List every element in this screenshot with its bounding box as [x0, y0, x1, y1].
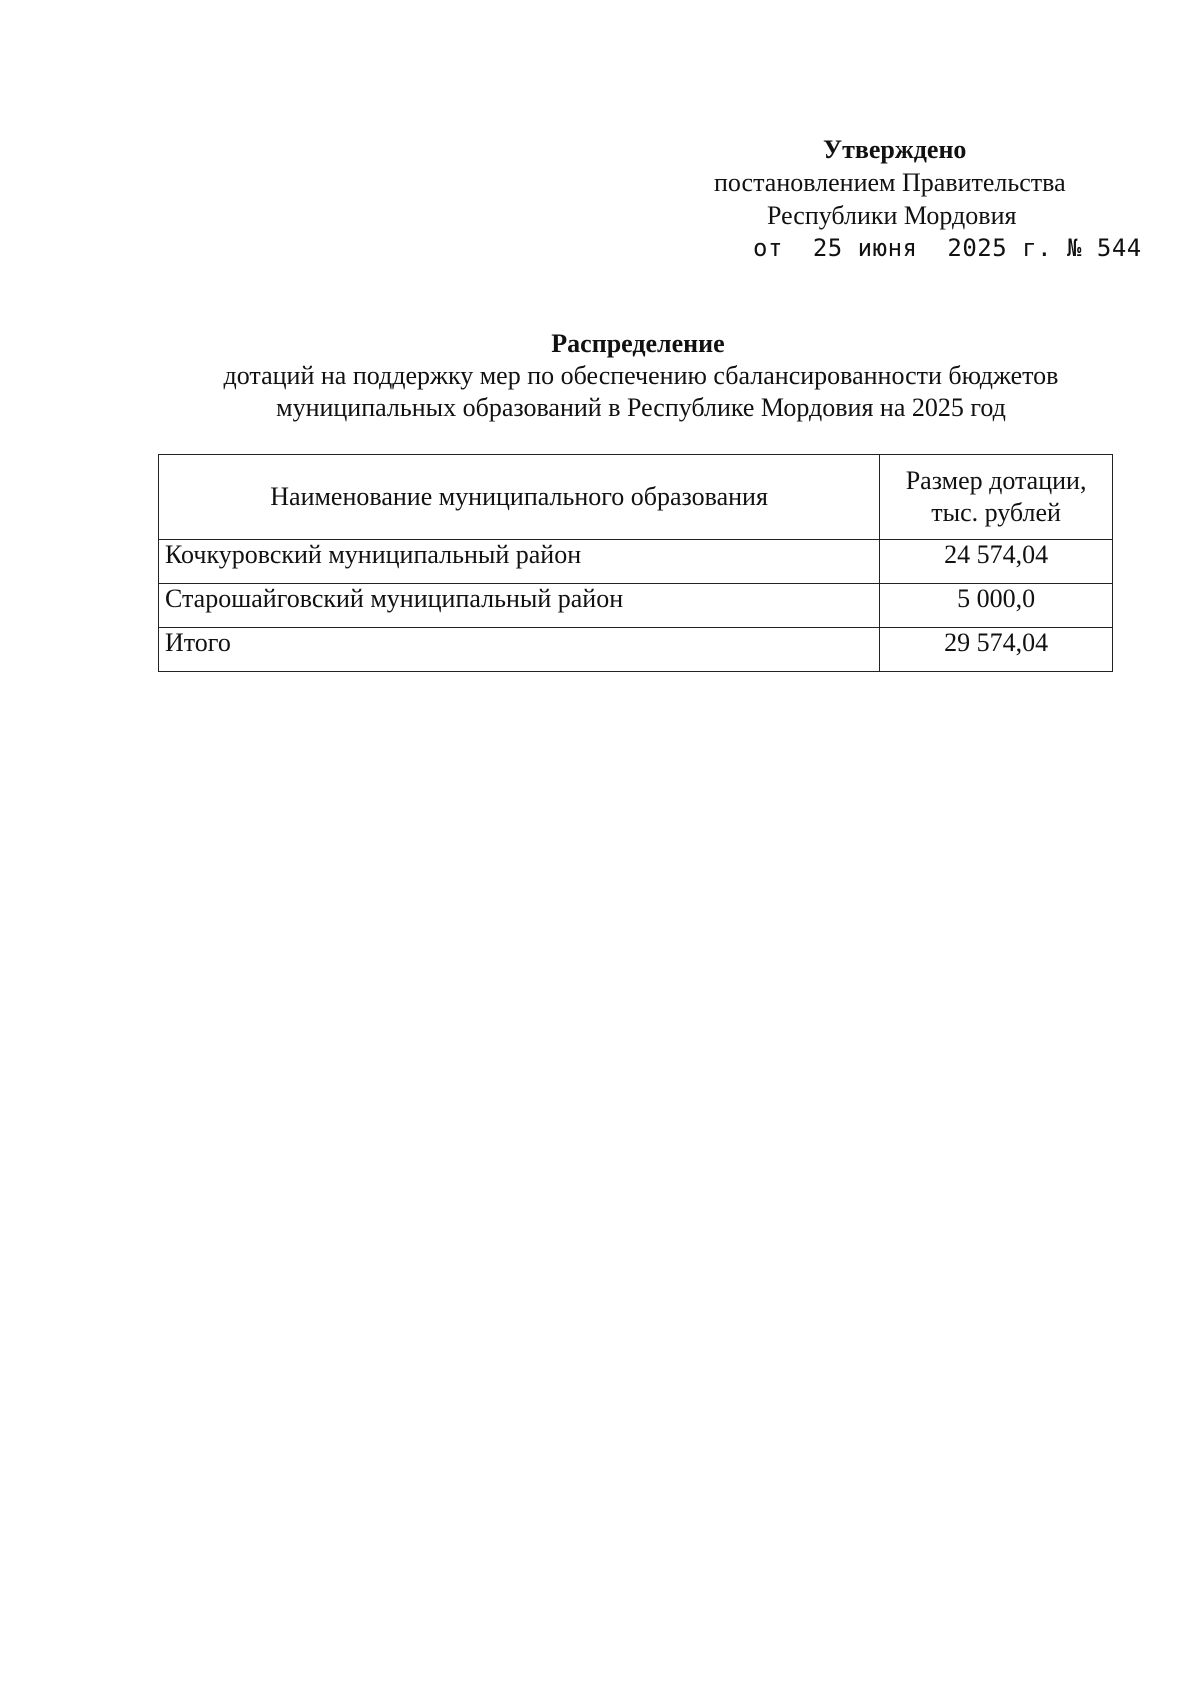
document-subtitle-line2: муниципальных образований в Республике Мордовия на 2025 год — [276, 393, 1006, 422]
header-amount-line1: Размер дотации, — [905, 466, 1087, 495]
approval-stamp — [700, 133, 1142, 265]
date-day: 25 — [812, 234, 843, 262]
date-year: 2025 г. — [947, 234, 1053, 262]
header-municipality-name: Наименование муниципального образования — [159, 455, 880, 540]
total-label: Итого — [159, 628, 880, 672]
number-sign: № — [1066, 234, 1082, 262]
document-title-block — [0, 328, 1200, 424]
table-header-row — [159, 455, 1113, 540]
header-amount-line2: тыс. рублей — [931, 498, 1061, 527]
municipality-name: Кочкуровский муниципальный район — [159, 540, 880, 584]
grants-table — [158, 454, 1113, 672]
table-total-row — [159, 628, 1113, 672]
document-subtitle-line1: дотаций на поддержку мер по обеспечению сбалансированности бюджетов — [223, 361, 1059, 390]
grant-amount: 24 574,04 — [880, 540, 1113, 584]
document-number: 544 — [1096, 234, 1142, 262]
table-row — [159, 584, 1113, 628]
table-row — [159, 540, 1113, 584]
approval-date-line — [700, 232, 1142, 265]
document-title: Распределение — [551, 329, 725, 358]
approval-line-republic: Республики Мордовия — [767, 201, 1017, 230]
grant-amount: 5 000,0 — [880, 584, 1113, 628]
approval-heading: Утверждено — [823, 135, 967, 164]
date-prefix: от — [753, 234, 783, 262]
approval-line-resolution: постановлением Правительства — [714, 168, 1066, 197]
header-grant-amount — [880, 455, 1113, 540]
total-amount: 29 574,04 — [880, 628, 1113, 672]
municipality-name: Старошайговский муниципальный район — [159, 584, 880, 628]
date-month: июня — [857, 234, 918, 262]
